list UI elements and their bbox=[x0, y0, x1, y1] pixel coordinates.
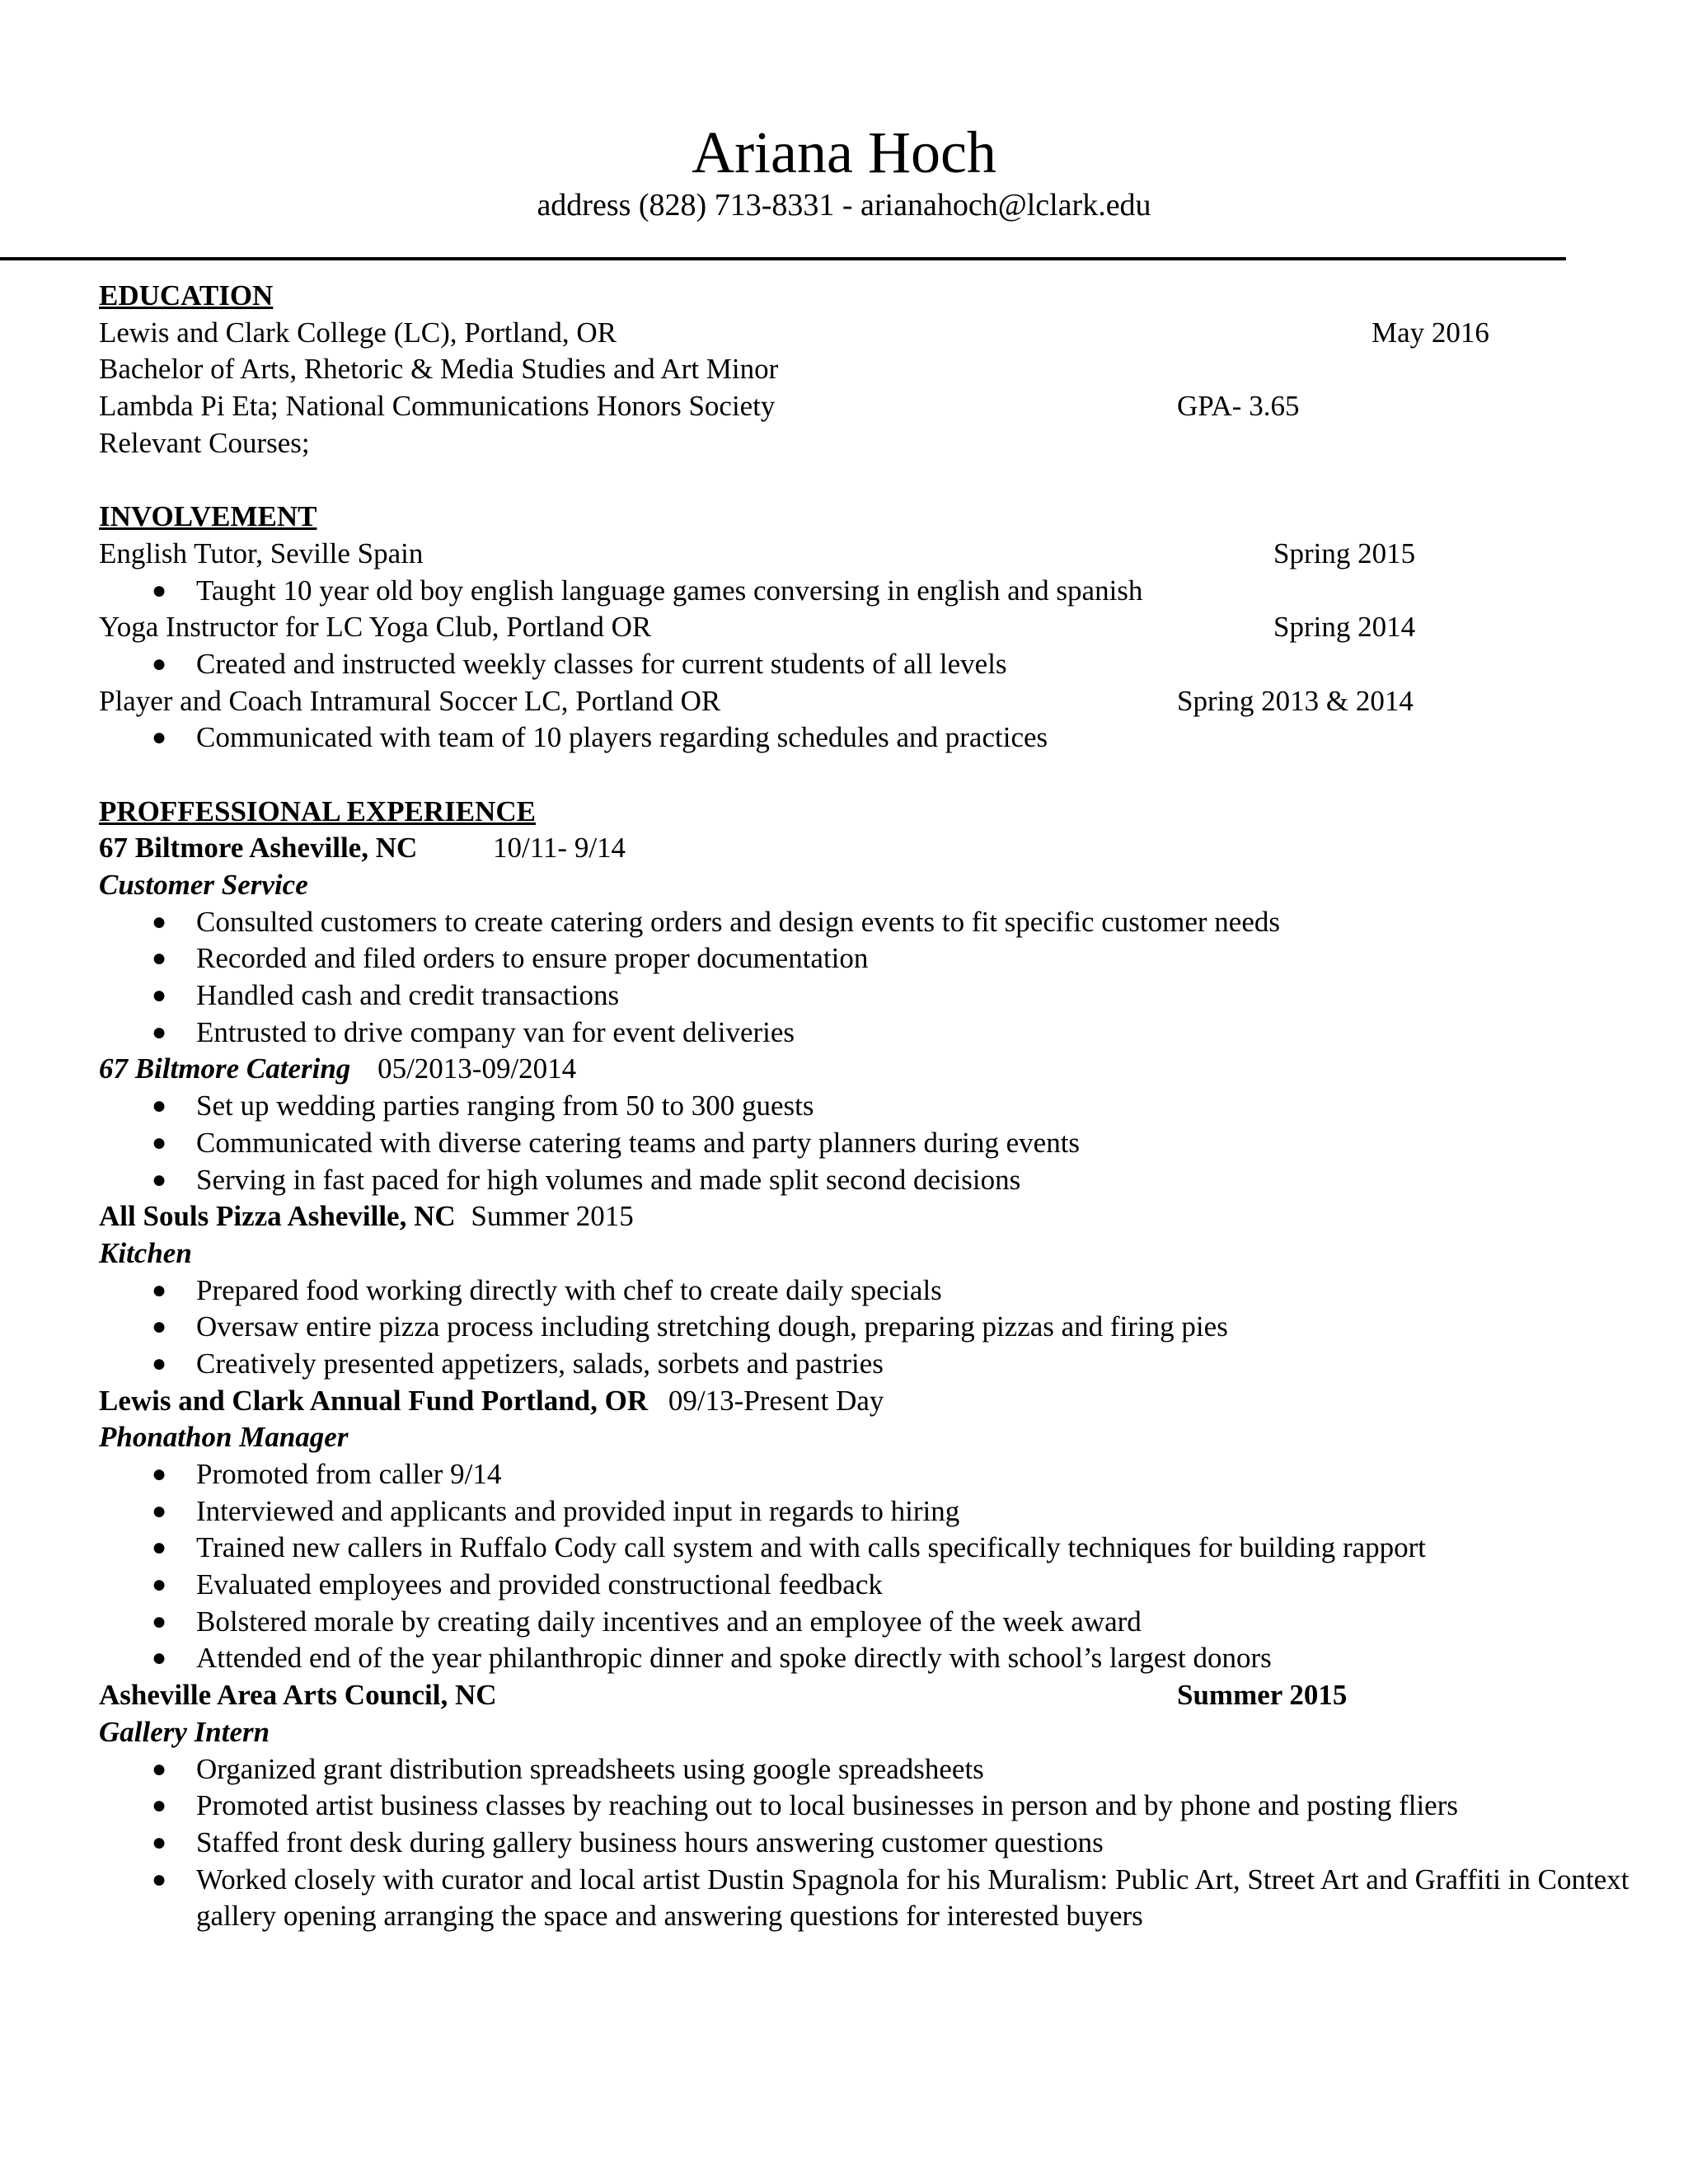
education-honors-row bbox=[99, 388, 1582, 425]
bullet-text: Created and instructed weekly classes for current students of all levels bbox=[196, 647, 1007, 680]
education-heading: EDUCATION bbox=[99, 279, 274, 312]
bullet-icon: ● bbox=[152, 907, 167, 935]
section-gap bbox=[99, 462, 1582, 499]
job-bullet bbox=[99, 1309, 1582, 1346]
bullet-text: Promoted from caller 9/14 bbox=[196, 1458, 502, 1490]
job-bullet bbox=[99, 1125, 1582, 1162]
job-bullet bbox=[99, 1788, 1582, 1825]
job-bullet bbox=[99, 1862, 1629, 1935]
job-date: Summer 2015 bbox=[471, 1200, 634, 1233]
involvement-title: English Tutor, Seville Spain bbox=[99, 537, 424, 569]
job-bullet bbox=[99, 1456, 1582, 1493]
bullet-text: Evaluated employees and provided constructional feedback bbox=[196, 1568, 883, 1601]
experience-heading: PROFFESSIONAL EXPERIENCE bbox=[99, 794, 536, 827]
job-bullet bbox=[99, 940, 1582, 977]
job-employer: Asheville Area Arts Council, NC bbox=[99, 1679, 497, 1712]
job-date: 09/13-Present Day bbox=[668, 1384, 884, 1417]
job-date: 10/11- 9/14 bbox=[493, 832, 626, 865]
bullet-text: Organized grant distribution spreadsheets using google spreadsheets bbox=[196, 1752, 984, 1785]
education-courses: Relevant Courses; bbox=[99, 426, 310, 459]
bullet-icon: ● bbox=[152, 1165, 167, 1193]
job-bullet bbox=[99, 1088, 1582, 1125]
bullet-icon: ● bbox=[152, 1865, 167, 1893]
candidate-name: Ariana Hoch bbox=[692, 120, 996, 185]
bullet-text: Taught 10 year old boy english language games conversing in english and spanish bbox=[196, 574, 1143, 607]
job-role: Phonathon Manager bbox=[99, 1421, 349, 1454]
bullet-icon: ● bbox=[152, 1460, 167, 1488]
bullet-icon: ● bbox=[152, 649, 167, 677]
bullet-text: Serving in fast paced for high volumes and made split second decisions bbox=[196, 1163, 1021, 1196]
bullet-text: Promoted artist business classes by reaching out to local businesses in person and by phone and posting fliers bbox=[196, 1789, 1458, 1822]
header-divider bbox=[0, 257, 1566, 260]
education-gpa: GPA- 3.65 bbox=[1177, 390, 1300, 423]
job-role-row bbox=[99, 1051, 1582, 1088]
bullet-icon: ● bbox=[152, 1128, 167, 1156]
bullet-icon: ● bbox=[152, 1313, 167, 1341]
bullet-icon: ● bbox=[152, 1349, 167, 1377]
bullet-text: Entrusted to drive company van for event deliveries bbox=[196, 1015, 795, 1048]
job-bullet bbox=[99, 1015, 1582, 1052]
involvement-date: Spring 2015 bbox=[1273, 537, 1416, 569]
involvement-bullet bbox=[99, 573, 1582, 610]
job-employer: Lewis and Clark Annual Fund Portland, OR bbox=[99, 1384, 649, 1417]
job-bullet bbox=[99, 904, 1582, 941]
job-bullet bbox=[99, 1493, 1582, 1530]
bullet-icon: ● bbox=[152, 1571, 167, 1599]
bullet-text: Creatively presented appetizers, salads, sorbets and pastries bbox=[196, 1347, 884, 1380]
bullet-icon: ● bbox=[152, 982, 167, 1010]
involvement-title: Player and Coach Intramural Soccer LC, Portland OR bbox=[99, 684, 721, 717]
bullet-text: Recorded and filed orders to ensure proper documentation bbox=[196, 942, 869, 975]
resume-body bbox=[99, 278, 1629, 1935]
involvement-bullet bbox=[99, 646, 1582, 683]
bullet-text: Communicated with diverse catering teams and party planners during events bbox=[196, 1126, 1081, 1159]
bullet-text: Worked closely with curator and local artist Dustin Spagnola for his Muralism: Public Art, Street Art and Graffiti in Context gallery opening arranging the space and answering questions for interested buyers bbox=[196, 1863, 1629, 1933]
job-bullet bbox=[99, 1530, 1582, 1567]
job-bullet bbox=[99, 1751, 1582, 1788]
bullet-icon: ● bbox=[152, 1497, 167, 1525]
bullet-text: Handled cash and credit transactions bbox=[196, 979, 620, 1012]
involvement-item-row bbox=[99, 683, 1582, 720]
job-employer-row bbox=[99, 830, 1582, 867]
education-date: May 2016 bbox=[1372, 316, 1489, 349]
job-employer: 67 Biltmore Asheville, NC bbox=[99, 832, 418, 865]
job-bullet bbox=[99, 1604, 1582, 1641]
job-bullet bbox=[99, 1825, 1582, 1862]
bullet-icon: ● bbox=[152, 944, 167, 972]
job-role: Customer Service bbox=[99, 869, 308, 901]
bullet-text: Bolstered morale by creating daily incentives and an employee of the week award bbox=[196, 1605, 1142, 1638]
bullet-icon: ● bbox=[152, 1276, 167, 1304]
job-role: Kitchen bbox=[99, 1236, 192, 1269]
involvement-title: Yoga Instructor for LC Yoga Club, Portland OR bbox=[99, 611, 652, 644]
section-gap bbox=[99, 757, 1582, 794]
bullet-icon: ● bbox=[152, 1644, 167, 1672]
job-bullet bbox=[99, 1640, 1582, 1677]
job-bullet bbox=[99, 977, 1582, 1015]
bullet-icon: ● bbox=[152, 724, 167, 752]
job-employer-row bbox=[99, 1677, 1582, 1714]
bullet-text: Consulted customers to create catering orders and design events to fit specific customer needs bbox=[196, 905, 1280, 938]
bullet-icon: ● bbox=[152, 1607, 167, 1635]
job-employer-row bbox=[99, 1198, 1582, 1235]
education-school-row bbox=[99, 315, 1582, 352]
job-role: Gallery Intern bbox=[99, 1715, 270, 1748]
bullet-icon: ● bbox=[152, 576, 167, 604]
job-date: Summer 2015 bbox=[1177, 1679, 1348, 1712]
involvement-item-row bbox=[99, 609, 1582, 646]
bullet-icon: ● bbox=[152, 1018, 167, 1046]
bullet-text: Staffed front desk during gallery business hours answering customer questions bbox=[196, 1825, 1104, 1858]
bullet-text: Prepared food working directly with chef to create daily specials bbox=[196, 1273, 942, 1306]
bullet-icon: ● bbox=[152, 1828, 167, 1856]
bullet-text: Attended end of the year philanthropic dinner and spoke directly with school’s largest donors bbox=[196, 1642, 1272, 1675]
involvement-heading: INVOLVEMENT bbox=[99, 500, 317, 533]
job-date: 05/2013-09/2014 bbox=[377, 1052, 577, 1085]
involvement-bullet bbox=[99, 719, 1582, 757]
job-bullet bbox=[99, 1567, 1582, 1604]
job-bullet bbox=[99, 1346, 1582, 1383]
bullet-text: Set up wedding parties ranging from 50 to 300 guests bbox=[196, 1090, 814, 1122]
job-employer-row bbox=[99, 1383, 1582, 1420]
bullet-icon: ● bbox=[152, 1534, 167, 1562]
job-role: 67 Biltmore Catering bbox=[99, 1052, 351, 1085]
bullet-text: Trained new callers in Ruffalo Cody call system and with calls specifically techniques for building rapport bbox=[196, 1531, 1427, 1564]
education-degree: Bachelor of Arts, Rhetoric & Media Studies and Art Minor bbox=[99, 353, 779, 386]
involvement-date: Spring 2013 & 2014 bbox=[1177, 684, 1414, 717]
education-honors: Lambda Pi Eta; National Communications Honors Society bbox=[99, 390, 776, 423]
job-bullet bbox=[99, 1272, 1582, 1310]
involvement-date: Spring 2014 bbox=[1273, 611, 1416, 644]
involvement-item-row bbox=[99, 536, 1582, 573]
job-bullet bbox=[99, 1162, 1582, 1199]
bullet-icon: ● bbox=[152, 1755, 167, 1783]
bullet-text: Oversaw entire pizza process including stretching dough, preparing pizzas and firing pies bbox=[196, 1310, 1228, 1343]
contact-line: address (828) 713-8331 - arianahoch@lclark.edu bbox=[537, 188, 1151, 223]
job-employer: All Souls Pizza Asheville, NC bbox=[99, 1200, 456, 1233]
bullet-text: Interviewed and applicants and provided input in regards to hiring bbox=[196, 1494, 960, 1527]
bullet-icon: ● bbox=[152, 1792, 167, 1820]
education-school: Lewis and Clark College (LC), Portland, OR bbox=[99, 316, 617, 349]
bullet-text: Communicated with team of 10 players regarding schedules and practices bbox=[196, 721, 1048, 754]
bullet-icon: ● bbox=[152, 1092, 167, 1120]
